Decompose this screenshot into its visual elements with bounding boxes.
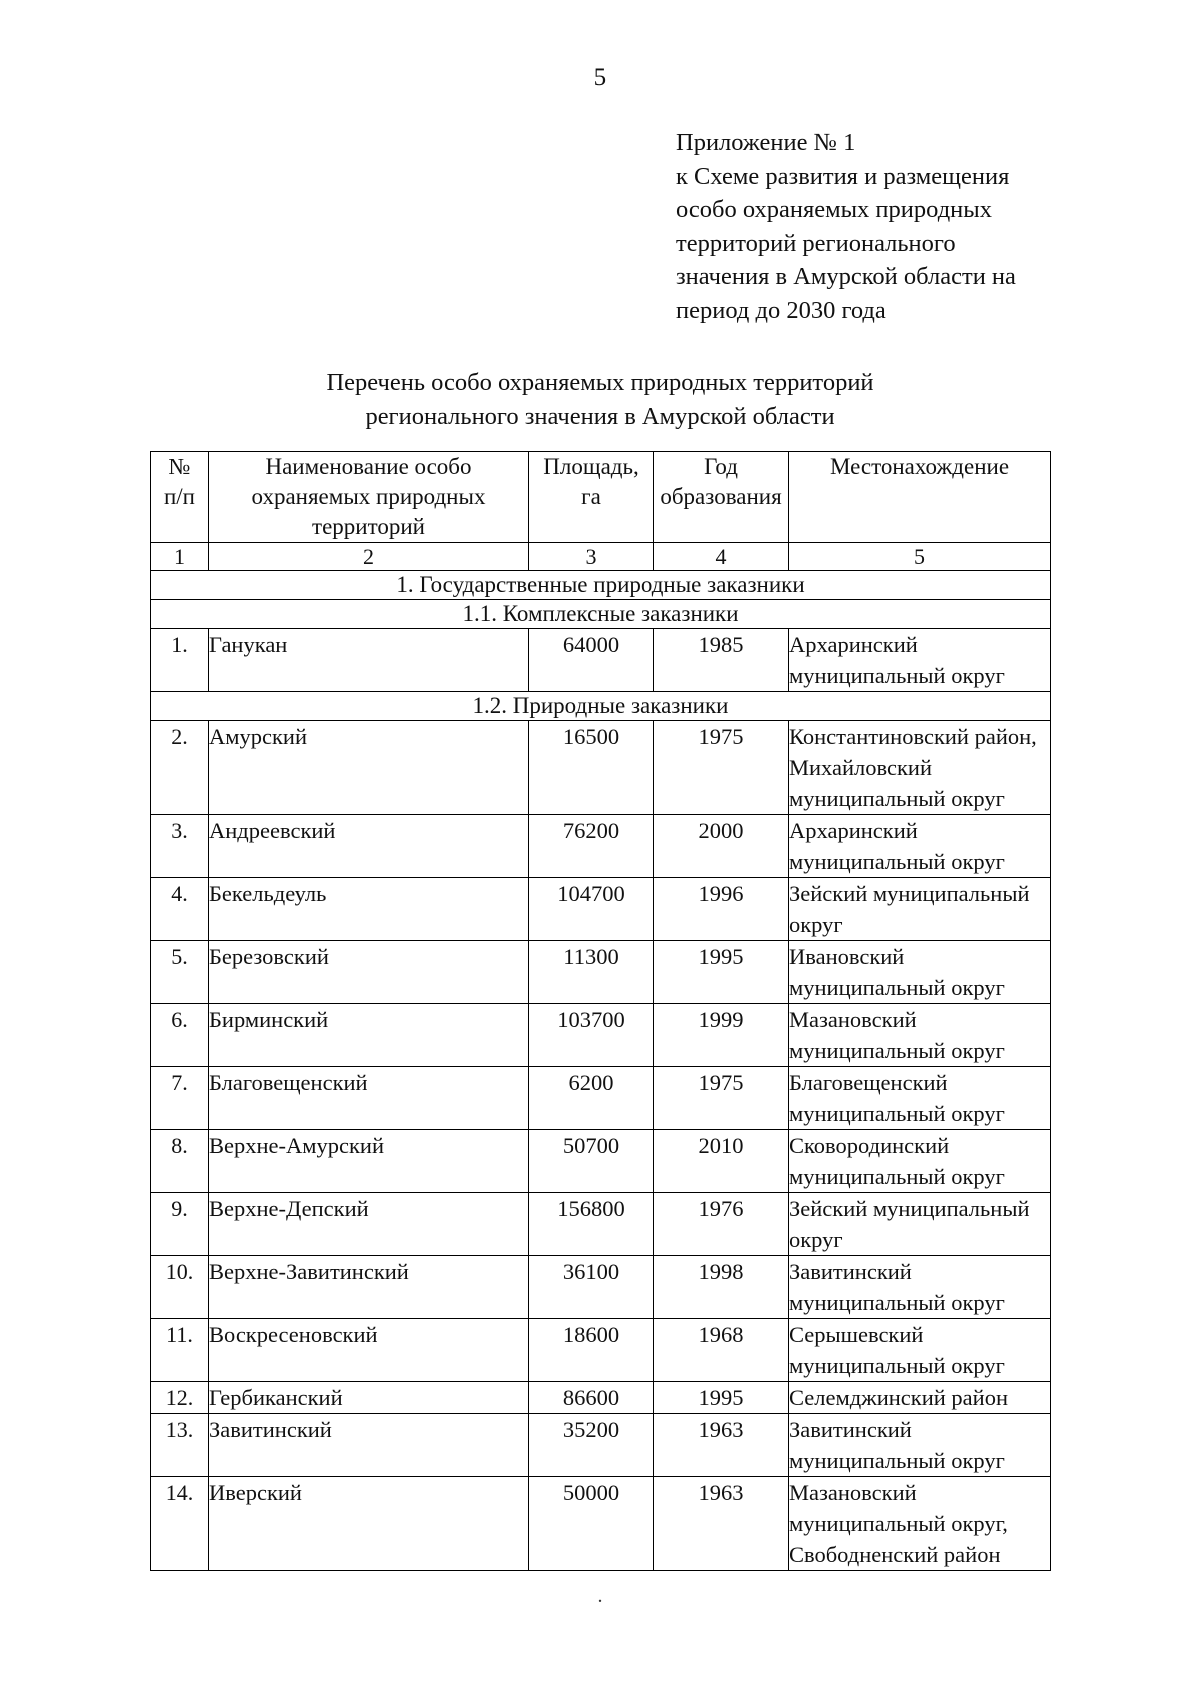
appendix-reference-block [676, 126, 1076, 327]
section-heading-row [151, 692, 1051, 721]
section-heading-1-1: 1.1. Комплексные заказники [151, 600, 1051, 629]
row-location: Мазановский муниципальный округ, Свободненский район [789, 1477, 1051, 1571]
row-year: 1985 [654, 629, 789, 692]
row-name: Андреевский [209, 815, 529, 878]
row-number: 12. [151, 1382, 209, 1414]
table-header-row [151, 452, 1051, 543]
row-year: 1968 [654, 1319, 789, 1382]
row-year: 1998 [654, 1256, 789, 1319]
appendix-line-3: особо охраняемых природных [676, 196, 992, 223]
table-row [151, 941, 1051, 1004]
page-number: 5 [593, 64, 607, 91]
row-year: 1999 [654, 1004, 789, 1067]
column-number-2: 2 [209, 543, 529, 571]
column-header-number-line-1: № [168, 454, 191, 479]
column-header-name-line-2: охраняемых природных [251, 484, 486, 509]
row-name: Верхне-Амурский [209, 1130, 529, 1193]
row-area: 35200 [529, 1414, 654, 1477]
row-location: Благовещенский муниципальный округ [789, 1067, 1051, 1130]
row-name: Завитинский [209, 1414, 529, 1477]
row-area: 76200 [529, 815, 654, 878]
table-row [151, 815, 1051, 878]
table-body [151, 571, 1051, 1571]
row-year: 1995 [654, 1382, 789, 1414]
table-row [151, 629, 1051, 692]
row-name: Верхне-Завитинский [209, 1256, 529, 1319]
column-header-name [209, 452, 529, 543]
table-row [151, 721, 1051, 815]
row-name: Березовский [209, 941, 529, 1004]
row-location: Зейский муниципальный округ [789, 878, 1051, 941]
row-name: Иверский [209, 1477, 529, 1571]
row-number: 7. [151, 1067, 209, 1130]
row-area: 36100 [529, 1256, 654, 1319]
column-number-5: 5 [789, 543, 1051, 571]
appendix-line-6: период до 2030 года [676, 296, 886, 324]
document-title-line-2: регионального значения в Амурской области [365, 403, 835, 430]
row-name: Воскресеновский [209, 1319, 529, 1382]
protected-areas-table [150, 451, 1051, 1571]
row-year: 1963 [654, 1414, 789, 1477]
row-number: 8. [151, 1130, 209, 1193]
row-location: Архаринский муниципальный округ [789, 629, 1051, 692]
table-row [151, 878, 1051, 941]
row-location: Завитинский муниципальный округ [789, 1414, 1051, 1477]
section-heading-1: 1. Государственные природные заказники [151, 571, 1051, 600]
row-number: 4. [151, 878, 209, 941]
column-header-name-line-1: Наименование особо [265, 454, 472, 479]
row-number: 10. [151, 1256, 209, 1319]
table-row [151, 1193, 1051, 1256]
row-location: Архаринский муниципальный округ [789, 815, 1051, 878]
row-year: 1995 [654, 941, 789, 1004]
table-row [151, 1319, 1051, 1382]
row-number: 11. [151, 1319, 209, 1382]
column-header-area-line-1: Площадь, [543, 454, 639, 479]
table-column-number-row [151, 543, 1051, 571]
row-name: Благовещенский [209, 1067, 529, 1130]
row-area: 16500 [529, 721, 654, 815]
column-header-year [654, 452, 789, 543]
page-footer-mark: . [597, 1585, 603, 1607]
section-heading-row [151, 600, 1051, 629]
row-area: 11300 [529, 941, 654, 1004]
table-row [151, 1414, 1051, 1477]
row-name: Верхне-Депский [209, 1193, 529, 1256]
appendix-line-4: территорий регионального [676, 229, 956, 257]
row-name: Ганукан [209, 629, 529, 692]
table-row [151, 1004, 1051, 1067]
row-area: 50700 [529, 1130, 654, 1193]
appendix-line-1: Приложение № 1 [676, 129, 856, 156]
row-year: 1963 [654, 1477, 789, 1571]
table-row [151, 1256, 1051, 1319]
table-row [151, 1477, 1051, 1571]
row-number: 5. [151, 941, 209, 1004]
row-year: 2010 [654, 1130, 789, 1193]
row-area: 64000 [529, 629, 654, 692]
row-year: 2000 [654, 815, 789, 878]
row-area: 86600 [529, 1382, 654, 1414]
appendix-line-2: к Схеме развития и размещения [676, 162, 1010, 190]
row-location: Константиновский район, Михайловский муниципальный округ [789, 721, 1051, 815]
column-number-3: 3 [529, 543, 654, 571]
column-header-number-line-2: п/п [163, 484, 195, 509]
table-row [151, 1067, 1051, 1130]
column-number-4: 4 [654, 543, 789, 571]
row-location: Селемджинский район [789, 1382, 1051, 1414]
appendix-line-5: значения в Амурской области на [676, 263, 1016, 290]
row-year: 1975 [654, 721, 789, 815]
column-header-area [529, 452, 654, 543]
column-header-location: Местонахождение [789, 452, 1051, 543]
row-area: 103700 [529, 1004, 654, 1067]
row-area: 18600 [529, 1319, 654, 1382]
row-number: 2. [151, 721, 209, 815]
column-header-name-line-3: территорий [312, 514, 425, 539]
row-number: 1. [151, 629, 209, 692]
row-location: Зейский муниципальный округ [789, 1193, 1051, 1256]
row-location: Сковородинский муниципальный округ [789, 1130, 1051, 1193]
table-row [151, 1382, 1051, 1414]
row-area: 156800 [529, 1193, 654, 1256]
column-header-number [151, 452, 209, 543]
section-heading-1-2: 1.2. Природные заказники [151, 692, 1051, 721]
column-number-1: 1 [151, 543, 209, 571]
row-area: 104700 [529, 878, 654, 941]
row-name: Гербиканский [209, 1382, 529, 1414]
row-name: Амурский [209, 721, 529, 815]
column-header-year-line-1: Год [704, 454, 738, 479]
row-location: Серышевский муниципальный округ [789, 1319, 1051, 1382]
row-number: 3. [151, 815, 209, 878]
row-year: 1975 [654, 1067, 789, 1130]
section-heading-row [151, 571, 1051, 600]
column-header-area-line-2: га [581, 484, 601, 509]
row-name: Бекельдеуль [209, 878, 529, 941]
document-title-line-1: Перечень особо охраняемых природных территорий [326, 369, 874, 396]
row-number: 14. [151, 1477, 209, 1571]
row-year: 1996 [654, 878, 789, 941]
row-name: Бирминский [209, 1004, 529, 1067]
row-year: 1976 [654, 1193, 789, 1256]
row-number: 9. [151, 1193, 209, 1256]
row-area: 50000 [529, 1477, 654, 1571]
row-location: Ивановский муниципальный округ [789, 941, 1051, 1004]
row-location: Завитинский муниципальный округ [789, 1256, 1051, 1319]
document-title [150, 366, 1050, 434]
table-row [151, 1130, 1051, 1193]
row-area: 6200 [529, 1067, 654, 1130]
row-number: 13. [151, 1414, 209, 1477]
row-location: Мазановский муниципальный округ [789, 1004, 1051, 1067]
row-number: 6. [151, 1004, 209, 1067]
column-header-year-line-2: образования [660, 484, 782, 509]
